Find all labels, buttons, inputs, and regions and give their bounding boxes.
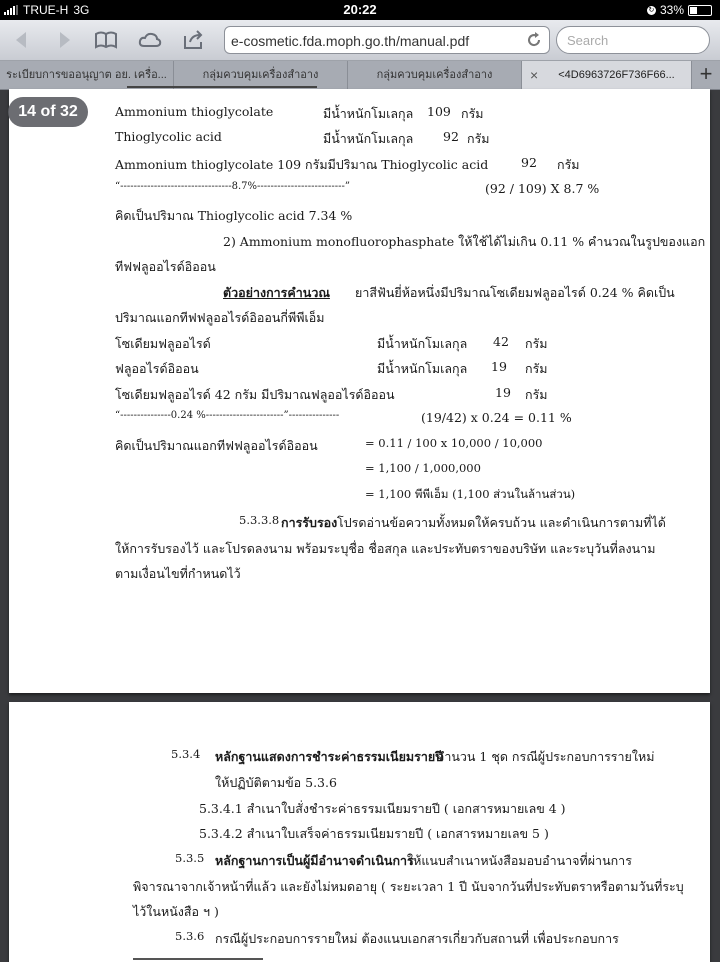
text-line: Ammonium thioglycolate (115, 104, 274, 119)
status-bar (0, 0, 720, 20)
text-line: 92 (443, 129, 459, 144)
text-line: 19 (491, 359, 507, 374)
text-line: 92 (521, 155, 537, 170)
text-line: ตัวอย่างการคำนวณ (223, 285, 330, 300)
text-line: 109 (427, 104, 451, 119)
text-line: “---------------0.24 %-----------------------”--------------- (115, 410, 340, 421)
text-line: = 1,100 พีพีเอ็ม (1,100 ส่วนในล้านส่วน) (365, 487, 576, 501)
new-tab-button[interactable]: + (699, 61, 713, 86)
tab-bar (0, 61, 720, 90)
bookmarks-icon[interactable] (94, 28, 118, 52)
text-line: 5.3.6 (175, 929, 205, 943)
text-line: (92 / 109) X 8.7 % (485, 181, 600, 196)
text-line: = 0.11 / 100 x 10,000 / 10,000 (365, 436, 543, 450)
status-right (647, 3, 712, 17)
text-line: 5.3.3.8 (239, 513, 280, 527)
text-line: 2) Ammonium monofluorophasphate ให้ใช้ได้ไม่เกิน 0.11 % คำนวณในรูปของแอก (223, 234, 706, 249)
text-line: Ammonium thioglycolate 109 กรัมมีปริมาณ Thioglycolic acid (115, 157, 489, 172)
text-line: ให้การรับรองไว้ และโปรดลงนาม พร้อมระบุชื่อ ชื่อสกุล และประทับตราของบริษัท และระบุวันที่ลงนาม (115, 541, 656, 556)
address-bar[interactable] (224, 26, 550, 54)
network-label: 3G (73, 3, 90, 17)
battery-icon (688, 5, 712, 16)
share-icon[interactable] (182, 28, 206, 52)
carrier-label: TRUE-H (23, 3, 69, 17)
text-line: = 1,100 / 1,000,000 (365, 461, 481, 475)
text-line: มีน้ำหนักโมเลกุล (377, 336, 468, 351)
page-counter: 14 of 32 (8, 97, 88, 127)
text-line: กรัม (557, 157, 580, 172)
text-line: มีน้ำหนักโมเลกุล (323, 106, 414, 121)
clipped-line (133, 955, 273, 962)
pdf-page-15 (9, 702, 710, 962)
text-line: ให้ปฏิบัติตามข้อ 5.3.6 (215, 775, 337, 790)
orientation-lock-icon: ↻ (648, 6, 655, 14)
text-line: 42 (493, 334, 509, 349)
text-line: กรณีผู้ประกอบการรายใหม่ ต้องแนบเอกสารเกี่ยวกับสถานที่ เพื่อประกอบการ (215, 931, 619, 946)
search-input[interactable]: Search (556, 26, 710, 54)
text-line: ไว้ในหนังสือ ฯ ) (133, 904, 219, 919)
text-line: 19 (495, 385, 511, 400)
text-line: มีน้ำหนักโมเลกุล (323, 131, 414, 146)
tab-1[interactable]: ระเบียบการขออนุญาต อย. เครื่อ... (0, 61, 174, 89)
text-line: 5.3.4.1 สำเนาใบสั่งชำระค่าธรรมเนียมรายปี ( เอกสารหมายเลข 4 ) (199, 801, 566, 816)
text-line: โปรดอ่านข้อความทั้งหมดให้ครบถ้วน และดำเนินการตามที่ได้ (337, 515, 666, 530)
text-line: การรับรอง (281, 515, 338, 530)
text-line: กรัม (467, 131, 490, 146)
text-line: ฟลูออไรด์อิออน (115, 361, 199, 376)
clipped-line (127, 83, 347, 91)
icloud-tabs-icon[interactable] (138, 28, 162, 52)
text-line: กรัม (525, 336, 548, 351)
text-line: หลักฐานการเป็นผู้มีอำนาจดำเนินการ (215, 853, 414, 868)
text-line: 5.3.4.2 สำเนาใบเสร็จค่าธรรมเนียมรายปี ( เอกสารหมายเลข 5 ) (199, 826, 549, 841)
browser-toolbar (0, 20, 720, 61)
text-line: ยาสีฟันยี่ห้อหนึ่งมีปริมาณโซเดียมฟลูออไรด์ 0.24 % คิดเป็น (355, 285, 675, 300)
close-tab-icon[interactable]: × (530, 67, 539, 83)
text-line: Thioglycolic acid (115, 129, 222, 144)
pdf-page-14 (9, 89, 710, 693)
text-line: ตามเงื่อนไขที่กำหนดไว้ (115, 566, 241, 581)
back-icon[interactable] (10, 28, 34, 52)
tab-4-label: <4D6963726F736F66... (558, 69, 675, 81)
reload-icon[interactable] (525, 31, 543, 49)
text-line: 5.3.5 (175, 851, 205, 865)
text-line: กรัม (525, 361, 548, 376)
tab-4-active[interactable] (522, 61, 692, 89)
clock: 20:22 (343, 2, 377, 17)
battery-fill (690, 7, 697, 14)
tab-3[interactable]: กลุ่มควบคุมเครื่องสำอาง (348, 61, 522, 89)
text-line: โซเดียมฟลูออไรด์ (115, 336, 211, 351)
tab-2[interactable]: กลุ่มควบคุมเครื่องสำอาง (174, 61, 348, 89)
text-line: กรัม (461, 106, 484, 121)
text-line: คิดเป็นปริมาณแอกทีฟฟลูออไรด์อิออน (115, 438, 318, 453)
text-line: หลักฐานแสดงการชำระค่าธรรมเนียมรายปี (215, 749, 444, 764)
text-line: พิจารณาจากเจ้าหน้าที่แล้ว และยังไม่หมดอายุ ( ระยะเวลา 1 ปี นับจากวันที่ประทับตราหรือตามวันที่ระบุ (133, 879, 684, 894)
text-line: ปริมาณแอกทีฟฟลูออไรด์อิออนกี่พีพีเอ็ม (115, 310, 325, 325)
text-line: 5.3.4 (171, 747, 201, 761)
text-line: กรัม (525, 387, 548, 402)
text-line: มีน้ำหนักโมเลกุล (377, 361, 468, 376)
text-line: จำนวน 1 ชุด กรณีผู้ประกอบการรายใหม่ (437, 749, 655, 764)
text-line: โซเดียมฟลูออไรด์ 42 กรัม มีปริมาณฟลูออไรด์อิออน (115, 387, 395, 402)
text-line: ให้แนบสำเนาหนังสือมอบอำนาจที่ผ่านการ (407, 853, 632, 868)
battery-percent: 33% (659, 3, 684, 17)
text-line: ทีฟฟลูออไรด์อิออน (115, 259, 216, 274)
forward-icon[interactable] (52, 28, 76, 52)
url-text: e-cosmetic.fda.moph.go.th/manual.pdf (231, 33, 470, 49)
text-line: คิดเป็นปริมาณ Thioglycolic acid 7.34 % (115, 208, 353, 223)
text-line: (19/42) x 0.24 = 0.11 % (421, 410, 572, 425)
text-line: “---------------------------------8.7%--------------------------” (115, 181, 350, 192)
